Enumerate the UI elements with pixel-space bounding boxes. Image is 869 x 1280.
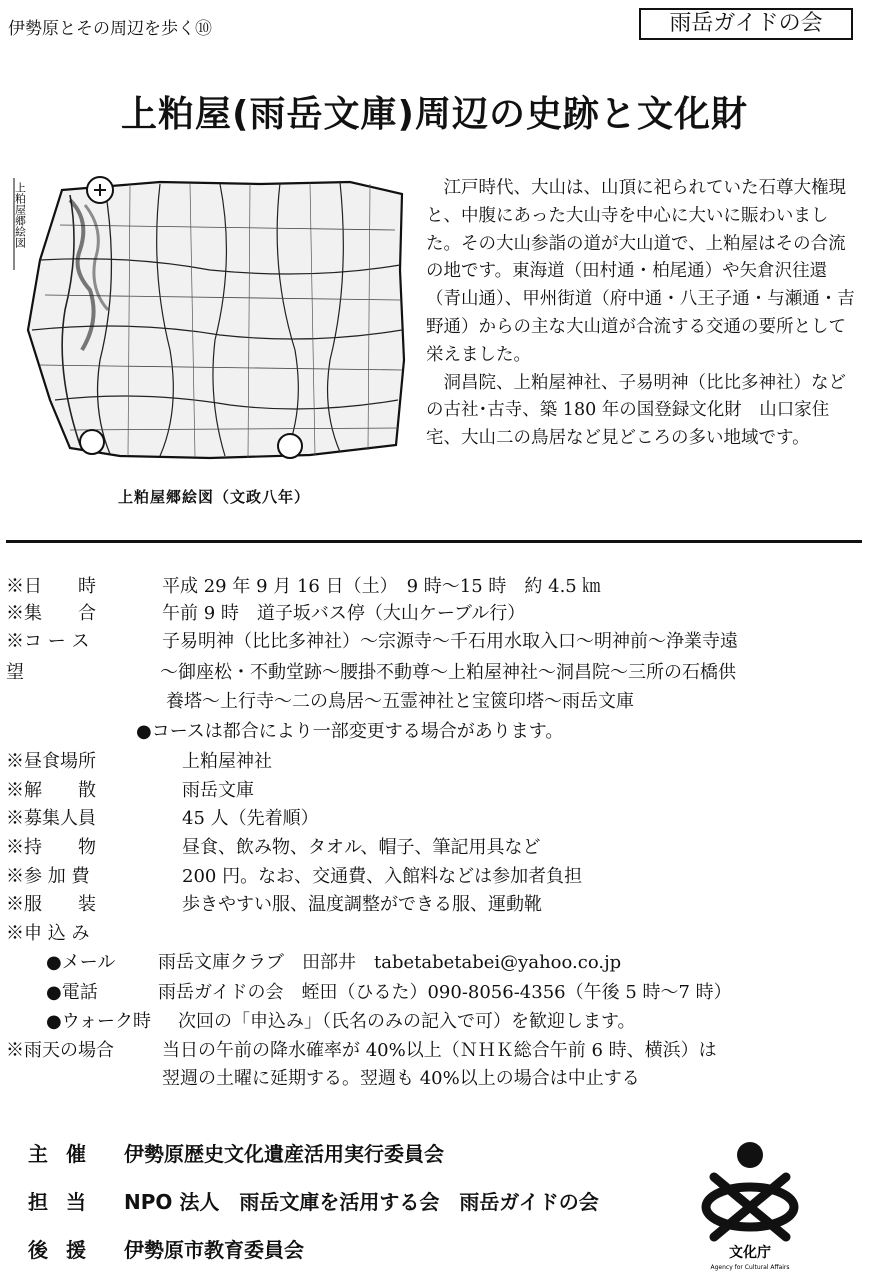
course-line-2-prefix: 望 xyxy=(6,662,24,683)
logo-name: 文化庁 xyxy=(729,1245,771,1261)
intro-text xyxy=(426,175,862,453)
host-value: 伊勢原歴史文化遺産活用実行委員会 xyxy=(124,1142,444,1166)
footer-charge-row xyxy=(28,1186,599,1215)
rain-label: ※雨天の場合 xyxy=(6,1040,114,1061)
logo-subtitle: Agency for Cultural Affairs xyxy=(710,1264,790,1271)
course-line-3: 養塔～上行寺～二の鳥居～五霊神社と宝篋印塔～雨岳文庫 xyxy=(166,691,634,712)
course-label: ※コ ー ス xyxy=(6,631,90,652)
date-value: 平成 29 年 9 月 16 日（土） 9 時～15 時 約 4.5 ㎞ xyxy=(162,576,601,597)
fee-label: ※参 加 費 xyxy=(6,866,90,887)
map-vertical-label: 上粕屋郷絵図 xyxy=(13,182,27,248)
capacity-value: 45 人（先着順） xyxy=(182,808,319,829)
capacity-label: ※募集人員 xyxy=(6,808,96,829)
intro-paragraph-1: 江戸時代、大山は、山頂に祀られていた石尊大権現と、中腹にあった大山寺を中心に大いに賑わいました。その大山参詣の道が大山道で、上粕屋はその合流の地です。東海道（田村通・柏尾通）や矢倉沢往還（青山通）、甲州街道（府中通・八王子通・与瀬通・吉野通）からの主な大山道が合流する交通の要所として栄えました。 xyxy=(426,178,855,365)
section-divider xyxy=(6,540,862,543)
walk-value: 次回の「申込み」（氏名のみの記入で可）を歓迎します。 xyxy=(178,1011,636,1032)
series-title: 伊勢原とその周辺を歩く⑩ xyxy=(8,19,212,39)
agency-logo xyxy=(694,1137,806,1272)
support-label: 後援 xyxy=(28,1238,104,1262)
organization-badge: 雨岳ガイドの会 xyxy=(639,8,853,40)
map-caption: 上粕屋郷絵図（文政八年） xyxy=(118,488,311,506)
clothing-label: ※服 装 xyxy=(6,894,96,915)
walk-label: ●ウォーク時 xyxy=(46,1011,151,1032)
intro-paragraph-2: 洞昌院、上粕屋神社、子易明神（比比多神社）などの古社･古寺、築 180 年の国登録文化財 山口家住宅、大山二の鳥居など見どころの多い地域です。 xyxy=(426,372,846,449)
dismissal-label: ※解 散 xyxy=(6,780,96,801)
meeting-value: 午前 9 時 道子坂バス停（大山ケーブル行） xyxy=(162,603,526,624)
rain-line-2: 翌週の土曜に延期する。翌週も 40%以上の場合は中止する xyxy=(162,1068,640,1089)
support-value: 伊勢原市教育委員会 xyxy=(124,1238,304,1262)
footer-support-row xyxy=(28,1234,304,1263)
historical-map-image xyxy=(10,160,412,475)
belongings-label: ※持 物 xyxy=(6,837,96,858)
charge-label: 担当 xyxy=(28,1190,104,1214)
course-note: ●コースは都合により一部変更する場合があります。 xyxy=(136,721,564,742)
map-drawing xyxy=(10,160,412,475)
course-line-2: ～御座松・不動堂跡～腰掛不動尊～上粕屋神社～洞昌院～三所の石橋供 xyxy=(160,662,736,683)
host-label: 主催 xyxy=(28,1142,104,1166)
date-label: ※日 時 xyxy=(6,576,96,597)
agency-logo-icon xyxy=(694,1137,806,1272)
footer-host-row xyxy=(28,1138,444,1167)
page-title: 上粕屋(雨岳文庫)周辺の史跡と文化財 xyxy=(121,94,748,135)
meeting-label: ※集 合 xyxy=(6,603,96,624)
fee-value: 200 円。なお、交通費、入館料などは参加者負担 xyxy=(182,866,583,887)
course-line-1: 子易明神（比比多神社）～宗源寺～千石用水取入口～明神前～浄業寺遠 xyxy=(162,631,738,652)
phone-value: 雨岳ガイドの会 蛭田（ひるた）090-8056-4356（午後 5 時～7 時） xyxy=(158,982,732,1003)
mail-label: ●メール xyxy=(46,952,116,973)
application-label: ※申 込 み xyxy=(6,923,90,944)
charge-value: NPO 法人 雨岳文庫を活用する会 雨岳ガイドの会 xyxy=(124,1190,599,1214)
lunch-value: 上粕屋神社 xyxy=(182,751,272,772)
rain-line-1: 当日の午前の降水確率が 40%以上（ＮＨＫ総合午前 6 時、横浜）は xyxy=(162,1040,717,1061)
clothing-value: 歩きやすい服、温度調整ができる服、運動靴 xyxy=(182,894,542,915)
dismissal-value: 雨岳文庫 xyxy=(182,780,254,801)
phone-label: ●電話 xyxy=(46,982,98,1003)
lunch-label: ※昼食場所 xyxy=(6,751,96,772)
belongings-value: 昼食、飲み物、タオル、帽子、筆記用具など xyxy=(182,837,541,858)
mail-value: 雨岳文庫クラブ 田部井 tabetabetabei@yahoo.co.jp xyxy=(158,952,622,973)
